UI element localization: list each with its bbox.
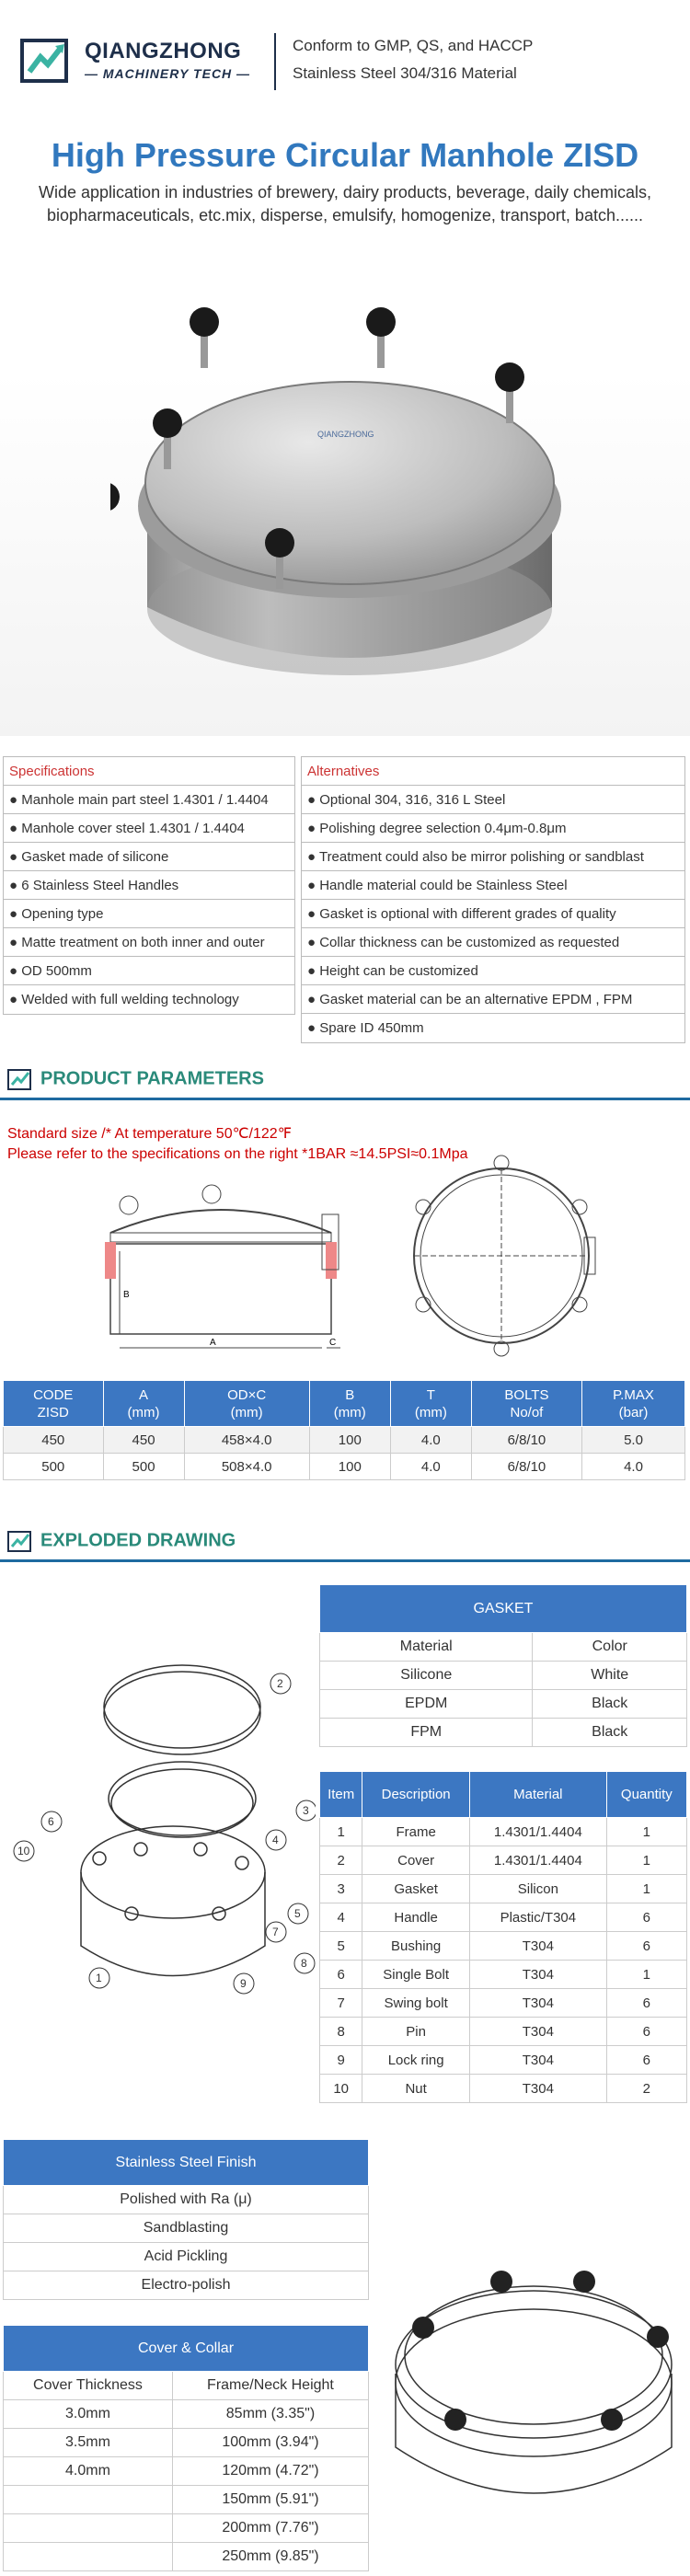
param-header-line1: BOLTS xyxy=(504,1386,549,1403)
manhole-lid xyxy=(145,382,554,584)
table-cell: 85mm (3.35") xyxy=(172,2400,368,2429)
section-logo-icon xyxy=(7,1529,35,1553)
table-cell: Pin xyxy=(362,2018,470,2046)
param-header-line2: No/of xyxy=(510,1404,544,1420)
table-row xyxy=(4,2186,369,2214)
table-cell: Handle xyxy=(362,1903,470,1932)
cover-column-header: Cover Thickness xyxy=(4,2372,173,2400)
table-row xyxy=(4,2271,369,2300)
table-cell: Swing bolt xyxy=(362,1989,470,2018)
callout-1: 1 xyxy=(96,1972,102,1984)
table-cell: Single Bolt xyxy=(362,1961,470,1989)
alternative-item: ● Collar thickness can be customized as requested xyxy=(302,928,684,957)
table-cell: 458×4.0 xyxy=(184,1427,309,1454)
param-header-line2: (bar) xyxy=(618,1404,649,1420)
callout-7: 7 xyxy=(272,1926,279,1938)
table-cell: Silicone xyxy=(320,1662,533,1690)
param-column-header xyxy=(309,1381,390,1427)
table-row xyxy=(320,1875,687,1903)
table-cell: 4 xyxy=(320,1903,362,1932)
table-row xyxy=(320,2046,687,2075)
table-row xyxy=(4,2486,369,2514)
table-cell: 1.4301/1.4404 xyxy=(469,1846,606,1875)
table-cell: Plastic/T304 xyxy=(469,1903,606,1932)
table-cell: 1.4301/1.4404 xyxy=(469,1818,606,1846)
table-row xyxy=(320,1932,687,1961)
table-cell: Lock ring xyxy=(362,2046,470,2075)
dim-b-label: B xyxy=(123,1290,130,1300)
alternative-item: ● Height can be customized xyxy=(302,957,684,985)
table-cell: 500 xyxy=(4,1454,104,1480)
cert-line: Conform to GMP, QS, and HACCP xyxy=(293,37,534,54)
table-cell: White xyxy=(533,1662,687,1690)
material-line: Stainless Steel 304/316 Material xyxy=(293,64,517,82)
table-row xyxy=(320,1690,687,1719)
handle-icon xyxy=(366,307,396,368)
gasket-table-title: GASKET xyxy=(320,1585,687,1633)
table-cell: Sandblasting xyxy=(4,2214,369,2243)
table-cell: 5.0 xyxy=(581,1427,684,1454)
brand-tagline: — MACHINERY TECH — xyxy=(85,66,251,81)
table-row xyxy=(4,2243,369,2271)
table-cell: Silicon xyxy=(469,1875,606,1903)
alternative-item: ● Polishing degree selection 0.4μm-0.8μm xyxy=(302,814,684,843)
table-cell: Black xyxy=(533,1719,687,1747)
spec-item: ● Gasket made of silicone xyxy=(4,843,294,871)
table-cell: 7 xyxy=(320,1989,362,2018)
table-cell: Black xyxy=(533,1690,687,1719)
table-row xyxy=(4,2457,369,2486)
param-column-header xyxy=(184,1381,309,1427)
param-header-line2: (mm) xyxy=(230,1404,263,1420)
parts-header-row xyxy=(320,1772,687,1818)
table-cell: 6/8/10 xyxy=(471,1427,581,1454)
table-cell: 150mm (5.91") xyxy=(172,2486,368,2514)
table-cell: 9 xyxy=(320,2046,362,2075)
parts-column-header: Description xyxy=(362,1772,470,1818)
parameters-header-row xyxy=(4,1381,685,1427)
table-cell: 1 xyxy=(320,1818,362,1846)
specifications-list xyxy=(3,756,295,1015)
table-cell: Frame xyxy=(362,1818,470,1846)
logo-icon xyxy=(20,35,72,86)
table-cell: 450 xyxy=(4,1427,104,1454)
finish-table-title: Stainless Steel Finish xyxy=(4,2140,369,2186)
cover-table-title: Cover & Collar xyxy=(4,2326,369,2372)
table-cell: 4.0 xyxy=(390,1427,471,1454)
table-cell: Acid Pickling xyxy=(4,2243,369,2271)
param-header-line2: (mm) xyxy=(127,1404,160,1420)
callout-3: 3 xyxy=(303,1804,309,1817)
param-column-header xyxy=(4,1381,104,1427)
param-column-header xyxy=(581,1381,684,1427)
top-view-drawing xyxy=(396,1150,607,1362)
table-cell: 450 xyxy=(103,1427,184,1454)
table-row xyxy=(320,1662,687,1690)
parts-column-header: Quantity xyxy=(606,1772,686,1818)
param-header-line1: CODE xyxy=(33,1386,74,1403)
table-row xyxy=(4,1454,685,1480)
table-cell: T304 xyxy=(469,1989,606,2018)
table-cell: 2 xyxy=(320,1846,362,1875)
table-cell: 6 xyxy=(606,1903,686,1932)
table-cell: T304 xyxy=(469,1961,606,1989)
table-cell xyxy=(4,2486,173,2514)
gasket-header-row xyxy=(320,1633,687,1662)
table-cell: FPM xyxy=(320,1719,533,1747)
table-cell: 6 xyxy=(606,2046,686,2075)
alternative-item: ● Gasket material can be an alternative EPDM , FPM xyxy=(302,985,684,1014)
gasket-column-header: Material xyxy=(320,1633,533,1662)
param-column-header xyxy=(390,1381,471,1427)
table-row xyxy=(320,1903,687,1932)
table-cell: 5 xyxy=(320,1932,362,1961)
table-row xyxy=(320,1961,687,1989)
brand-logo[interactable] xyxy=(20,35,278,90)
section-title-text: PRODUCT PARAMETERS xyxy=(40,1068,264,1089)
parts-column-header: Item xyxy=(320,1772,362,1818)
table-cell: 500 xyxy=(103,1454,184,1480)
table-row xyxy=(320,1818,687,1846)
spec-item: ● Welded with full welding technology xyxy=(9,992,239,1007)
table-cell: 6/8/10 xyxy=(471,1454,581,1480)
spec-item: ● Manhole cover steel 1.4301 / 1.4404 xyxy=(4,814,294,843)
table-cell: 2 xyxy=(606,2075,686,2103)
table-row xyxy=(320,1719,687,1747)
table-cell: 6 xyxy=(606,2018,686,2046)
lid-brand-text: QIANGZHONG xyxy=(317,430,374,439)
table-cell: Bushing xyxy=(362,1932,470,1961)
alternative-item: ● Spare ID 450mm xyxy=(307,1020,424,1036)
table-cell: 1 xyxy=(606,1875,686,1903)
table-cell: 4.0 xyxy=(390,1454,471,1480)
spec-item: ● 6 Stainless Steel Handles xyxy=(4,871,294,900)
table-cell xyxy=(4,2543,173,2571)
section-rule xyxy=(0,1559,690,1562)
alternative-item: ● Handle material could be Stainless Steel xyxy=(302,871,684,900)
standard-size-note: Standard size /* At temperature 50℃/122℉ xyxy=(7,1126,292,1142)
dim-a-label: A xyxy=(210,1338,216,1348)
param-header-line1: B xyxy=(345,1386,355,1403)
param-column-header xyxy=(103,1381,184,1427)
parts-column-header: Material xyxy=(469,1772,606,1818)
table-cell xyxy=(4,2514,173,2543)
table-row xyxy=(320,2018,687,2046)
param-column-header xyxy=(471,1381,581,1427)
table-cell: 6 xyxy=(606,1989,686,2018)
specifications-heading: Specifications xyxy=(4,757,294,786)
param-header-line2: (mm) xyxy=(333,1404,366,1420)
side-view-drawing xyxy=(92,1178,359,1362)
spec-item: ● OD 500mm xyxy=(4,957,294,985)
alternative-item: ● Treatment could also be mirror polishing or sandblast xyxy=(302,843,684,871)
param-header-line2: ZISD xyxy=(37,1404,69,1420)
table-row xyxy=(4,2429,369,2457)
page-title: High Pressure Circular Manhole ZISD xyxy=(51,136,639,174)
section-title-text: EXPLODED DRAWING xyxy=(40,1530,236,1551)
brand-name: QIANGZHONG xyxy=(85,39,242,63)
param-header-line1: P.MAX xyxy=(613,1386,654,1403)
callout-5: 5 xyxy=(294,1907,301,1920)
callout-6: 6 xyxy=(48,1815,54,1828)
table-cell: T304 xyxy=(469,2018,606,2046)
callout-9: 9 xyxy=(240,1977,247,1990)
spec-item: ● Opening type xyxy=(4,900,294,928)
alternative-item: ● Gasket is optional with different grades of quality xyxy=(302,900,684,928)
table-cell: 100 xyxy=(309,1454,390,1480)
table-cell: 1 xyxy=(606,1818,686,1846)
table-cell: 6 xyxy=(606,1932,686,1961)
table-row xyxy=(4,1427,685,1454)
table-cell: 4.0mm xyxy=(4,2457,173,2486)
table-cell: Polished with Ra (μ) xyxy=(4,2186,369,2214)
section-rule xyxy=(0,1098,690,1100)
alternatives-heading: Alternatives xyxy=(302,757,684,786)
table-cell: T304 xyxy=(469,2075,606,2103)
table-cell: 3.5mm xyxy=(4,2429,173,2457)
table-row xyxy=(320,2075,687,2103)
table-cell: EPDM xyxy=(320,1690,533,1719)
table-cell: Cover xyxy=(362,1846,470,1875)
cover-collar-table xyxy=(3,2325,369,2571)
page-subtitle: Wide application in industries of brewery, dairy products, beverage, daily chemicals, biopharmaceuticals, etc.mix, disperse, emulsify, homogenize, transport, batch...... xyxy=(39,183,651,224)
dim-c-label: C xyxy=(329,1338,337,1348)
table-cell: 250mm (9.85") xyxy=(172,2543,368,2571)
table-cell: Nut xyxy=(362,2075,470,2103)
spec-item: ● Manhole main part steel 1.4301 / 1.4404 xyxy=(4,786,294,814)
table-row xyxy=(320,1846,687,1875)
table-row xyxy=(320,1989,687,2018)
gasket-table xyxy=(319,1584,687,1747)
gasket-column-header: Color xyxy=(533,1633,687,1662)
header-divider xyxy=(274,33,276,90)
callout-10: 10 xyxy=(17,1845,30,1857)
spec-item: ● Matte treatment on both inner and outer xyxy=(4,928,294,957)
exploded-drawing-heading xyxy=(7,1529,236,1553)
alternative-item: ● Optional 304, 316, 316 L Steel xyxy=(302,786,684,814)
table-cell: Gasket xyxy=(362,1875,470,1903)
table-cell: T304 xyxy=(469,1932,606,1961)
parameters-table xyxy=(3,1380,685,1480)
manhole-line-drawing xyxy=(382,2245,685,2539)
table-cell: 1 xyxy=(606,1961,686,1989)
table-row xyxy=(4,2543,369,2571)
handle-icon xyxy=(110,482,120,543)
param-header-line2: (mm) xyxy=(414,1404,447,1420)
finish-table xyxy=(3,2139,369,2300)
table-row xyxy=(4,2214,369,2243)
table-row xyxy=(4,2514,369,2543)
table-cell: T304 xyxy=(469,2046,606,2075)
table-cell: 8 xyxy=(320,2018,362,2046)
pressure-note: Please refer to the specifications on the right *1BAR ≈14.5PSI≈0.1Mpa xyxy=(7,1146,468,1162)
product-parameters-heading xyxy=(7,1067,264,1091)
handle-icon xyxy=(190,307,219,368)
callout-4: 4 xyxy=(272,1834,279,1846)
parts-table xyxy=(319,1771,687,2103)
table-cell: 4.0 xyxy=(581,1454,684,1480)
table-cell: 10 xyxy=(320,2075,362,2103)
table-row xyxy=(4,2400,369,2429)
page-header xyxy=(0,0,690,129)
param-header-line1: A xyxy=(139,1386,149,1403)
table-cell: 508×4.0 xyxy=(184,1454,309,1480)
table-cell: 6 xyxy=(320,1961,362,1989)
table-cell: 120mm (4.72") xyxy=(172,2457,368,2486)
manhole-product-image xyxy=(110,276,589,708)
section-logo-icon xyxy=(7,1067,35,1091)
callout-2: 2 xyxy=(277,1677,283,1690)
table-cell: 100 xyxy=(309,1427,390,1454)
cover-header-row xyxy=(4,2372,369,2400)
callout-8: 8 xyxy=(301,1957,307,1970)
exploded-view-drawing xyxy=(7,1638,316,2033)
table-cell: 100mm (3.94") xyxy=(172,2429,368,2457)
table-cell: 1 xyxy=(606,1846,686,1875)
param-header-line1: T xyxy=(426,1386,435,1403)
table-cell: 3 xyxy=(320,1875,362,1903)
param-header-line1: OD×C xyxy=(227,1386,267,1403)
table-cell: Electro-polish xyxy=(4,2271,369,2300)
alternatives-list xyxy=(301,756,685,1043)
cover-column-header: Frame/Neck Height xyxy=(172,2372,368,2400)
table-cell: 3.0mm xyxy=(4,2400,173,2429)
table-cell: 200mm (7.76") xyxy=(172,2514,368,2543)
